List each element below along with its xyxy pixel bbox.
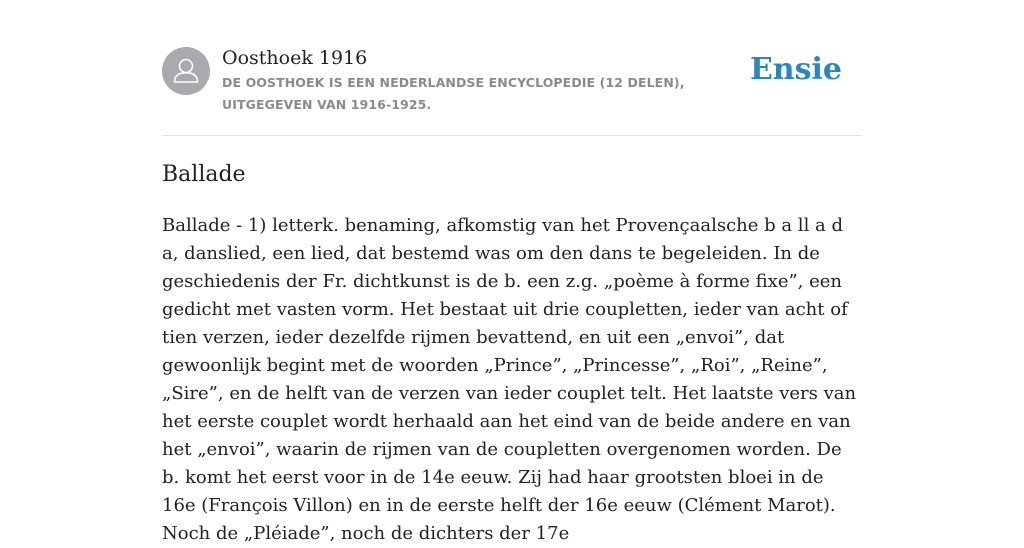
brand-logo[interactable]: Ensie: [749, 52, 842, 87]
avatar[interactable]: [162, 47, 210, 95]
source-title[interactable]: Oosthoek 1916: [222, 47, 368, 69]
article-title: Ballade: [162, 162, 246, 187]
source-header: [162, 46, 862, 118]
source-description: DE OOSTHOEK IS EEN NEDERLANDSE ENCYCLOPEDIE (12 DELEN), UITGEGEVEN VAN 1916-1925.: [222, 75, 685, 112]
header-divider: [162, 135, 862, 136]
article-body: Ballade - 1) letterk. benaming, afkomstig van het Provençaalsche b a ll a d a, danslied, een lied, dat bestemd was om den dans te begeleiden. In de geschiedenis der Fr. dichtkunst is de b. een z.g. „poème à forme fixe”, een gedicht met vasten vorm. Het bestaat uit drie coupletten, ieder van acht of tien verzen, ieder dezelfde rijmen bevattend, en uit een „envoi”, dat gewoonlijk begint met de woorden „Prince”, „Princesse”, „Roi”, „Reine”, „Sire”, en de helft van de verzen van ieder couplet telt. Het laatste vers van het eerste couplet wordt herhaald aan het eind van de beide andere en van het „envoi”, waarin de rijmen van de coupletten overgenomen worden. De b. komt het eerst voor in de 14e eeuw. Zij had haar grootsten bloei in de 16e (François Villon) en in de eerste helft der 16e eeuw (Clément Marot). Noch de „Pléiade”, noch de dichters der 17e: [162, 215, 857, 544]
user-silhouette-icon: [162, 47, 210, 95]
